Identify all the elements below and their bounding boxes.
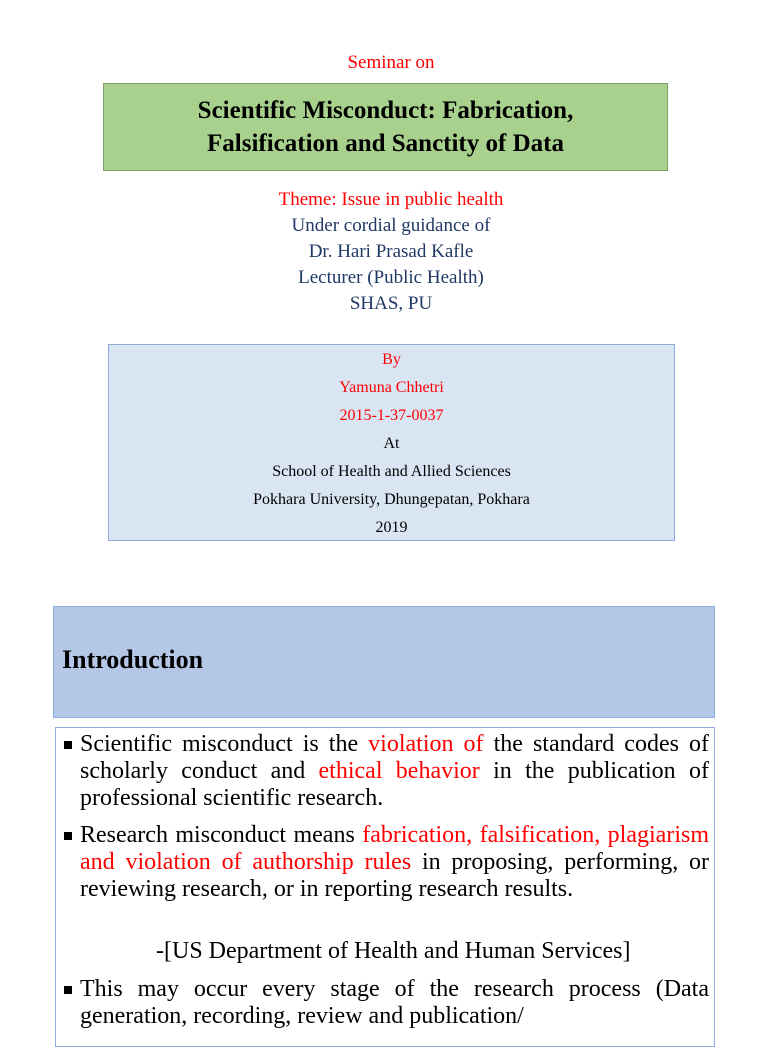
bullet-item-1: [64, 731, 709, 812]
intro-heading: Introduction: [62, 645, 204, 674]
theme-text: Theme: Issue in public health: [278, 189, 504, 210]
bullet1-highlight-2: ethical behavior: [318, 758, 480, 784]
bullet3-text-1: This may occur every stage of the research process (Data generation, recording, review and publication/: [80, 976, 709, 1029]
guidance-label: Under cordial guidance of: [291, 215, 491, 236]
bullet2-highlight-1: fabrication, falsification, plagiarism and violation of authorship rules: [80, 822, 709, 875]
author-name: Yamuna Chhetri: [339, 379, 444, 396]
author-id: 2015-1-37-0037: [339, 407, 444, 424]
guide-org: SHAS, PU: [349, 293, 433, 314]
title-box: [103, 83, 668, 171]
bullet-square-icon: [64, 986, 72, 994]
bullet-square-icon: [64, 832, 72, 840]
bullet2-text-2: in proposing, performing, or reviewing research, or in reporting research results.: [80, 849, 709, 902]
bullet-item-2: [64, 822, 709, 903]
school-name: School of Health and Allied Sciences: [272, 463, 511, 480]
guide-name: Dr. Hari Prasad Kafle: [308, 241, 474, 262]
author-box: [108, 344, 675, 541]
seminar-label: Seminar on: [347, 52, 435, 73]
bullet-item-3: [64, 976, 709, 1030]
source-citation: -[US Department of Health and Human Services]: [156, 938, 631, 964]
bullet-square-icon: [64, 741, 72, 749]
bullet1-text-3: in the publication of professional scientific research.: [80, 758, 709, 811]
bullet2-text-1: Research misconduct means: [80, 822, 363, 848]
title-line-1: Scientific Misconduct: Fabrication,: [197, 97, 574, 124]
content-box: [55, 727, 715, 1047]
by-label: By: [382, 351, 401, 368]
university-name: Pokhara University, Dhungepatan, Pokhara: [253, 491, 530, 508]
at-label: At: [383, 435, 400, 452]
bullet1-highlight-1: violation of: [368, 731, 484, 757]
title-line-2: Falsification and Sanctity of Data: [207, 130, 564, 157]
guide-title: Lecturer (Public Health): [298, 267, 484, 288]
bullet1-text-1: Scientific misconduct is the: [80, 731, 369, 757]
intro-header-box: [53, 606, 715, 718]
bullet1-text-2: the standard codes of scholarly conduct and: [80, 731, 709, 784]
theme-block: [0, 187, 768, 317]
year: 2019: [375, 519, 408, 536]
